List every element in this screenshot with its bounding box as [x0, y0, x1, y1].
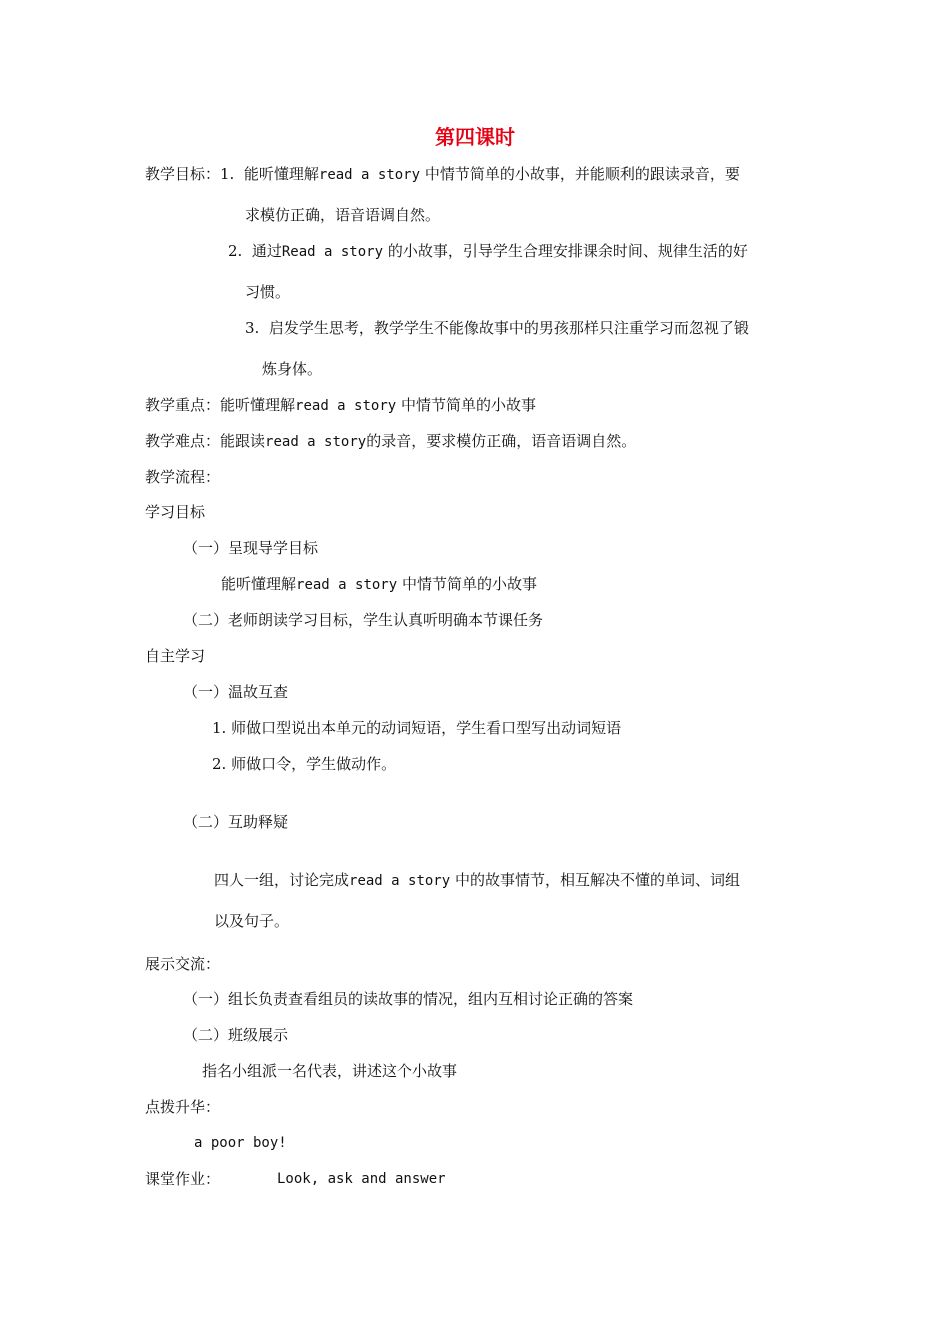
- objective-3-number: 3.: [245, 319, 260, 337]
- objective-2-continuation: 习惯。: [245, 283, 291, 301]
- objectives-label: 教学目标：: [145, 165, 221, 183]
- sublimation-heading: 点拨升华：: [145, 1098, 221, 1116]
- self-study-sub-1: （一）温故互查: [183, 683, 289, 701]
- self-study-item-1: 1. 师做口型说出本单元的动词短语，学生看口型写出动词短语: [212, 719, 622, 737]
- homework-text: Look, ask and answer: [277, 1171, 446, 1187]
- difficulty-text-c: 的录音，要求模仿正确，语音语调自然。: [366, 432, 637, 450]
- objective-2-text-a: 通过: [251, 242, 282, 260]
- exchange-heading: 展示交流：: [145, 955, 221, 973]
- self-study-paragraph: [214, 870, 740, 891]
- objective-3-text: 启发学生思考，教学学生不能像故事中的男孩那样只注重学习而忽视了锻: [268, 319, 749, 337]
- learning-goals-text-b: read a story: [296, 577, 398, 593]
- objectives-line-2: [228, 241, 748, 262]
- key-point-text-c: 中情节简单的小故事: [400, 396, 536, 414]
- self-study-paragraph-c: 中的故事情节，相互解决不懂的单词、词组: [454, 871, 740, 889]
- learning-goals-sub-2: （二）老师朗读学习目标，学生认真听明确本节课任务: [183, 611, 544, 629]
- sublimation-text: a poor boy!: [194, 1135, 287, 1151]
- page-title: 第四课时: [435, 125, 515, 149]
- learning-goals-sub-1-text: [221, 574, 537, 595]
- key-point-text-b: read a story: [295, 398, 397, 414]
- learning-goals-sub-1: （一）呈现导学目标: [183, 539, 319, 557]
- difficulty-text-b: read a story: [265, 434, 367, 450]
- objectives-line-3: [245, 318, 749, 338]
- objective-1-text-a: 能听懂理解: [243, 165, 319, 183]
- objective-2-text-b: Read a story: [281, 244, 384, 260]
- self-study-item-2: 2. 师做口令，学生做动作。: [212, 755, 397, 773]
- self-study-paragraph-a: 四人一组，讨论完成: [214, 871, 350, 889]
- objective-2-text-c: 的小故事，引导学生合理安排课余时间、规律生活的好: [387, 242, 748, 260]
- learning-goals-text-c: 中情节简单的小故事: [401, 575, 537, 593]
- key-point-label: 教学重点：: [145, 396, 221, 414]
- key-point-text-a: 能听懂理解: [220, 396, 296, 414]
- objective-1-text-c: 中情节简单的小故事，并能顺利的跟读录音，要: [424, 165, 740, 183]
- key-point-line: [145, 395, 536, 416]
- objective-3-continuation: 炼身体。: [262, 360, 323, 378]
- self-study-sub-2: （二）互助释疑: [183, 813, 289, 831]
- exchange-sub-2: （二）班级展示: [183, 1026, 289, 1044]
- process-label: 教学流程：: [145, 468, 221, 486]
- difficulty-line: [145, 431, 636, 452]
- learning-goals-text-a: 能听懂理解: [221, 575, 297, 593]
- objective-2-number: 2.: [228, 242, 243, 260]
- self-study-paragraph-continuation: 以及句子。: [214, 912, 290, 930]
- learning-goals-heading: 学习目标: [145, 503, 206, 521]
- objective-1-text-b: read a story: [318, 167, 421, 183]
- self-study-heading: 自主学习: [145, 647, 206, 665]
- exchange-text: 指名小组派一名代表，讲述这个小故事: [202, 1062, 458, 1080]
- self-study-paragraph-b: read a story: [349, 873, 451, 889]
- difficulty-label: 教学难点：: [145, 432, 221, 450]
- exchange-sub-1: （一）组长负责查看组员的读故事的情况，组内互相讨论正确的答案: [183, 990, 634, 1008]
- difficulty-text-a: 能跟读: [220, 432, 266, 450]
- objective-1-continuation: 求模仿正确，语音语调自然。: [245, 206, 441, 224]
- homework-label: 课堂作业：: [145, 1170, 221, 1188]
- objectives-line-1: [145, 164, 740, 185]
- objective-1-number: 1.: [220, 165, 235, 183]
